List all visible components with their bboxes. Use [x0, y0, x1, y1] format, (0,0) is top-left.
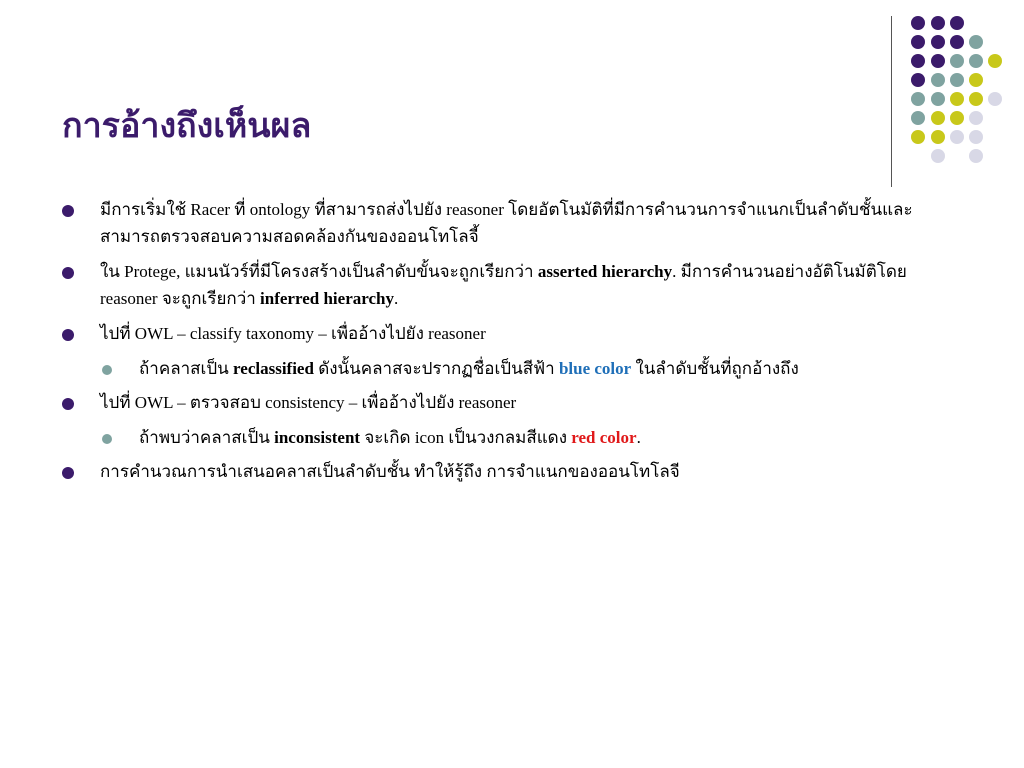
sub-bullet-item [62, 424, 962, 451]
decor-dot [950, 92, 964, 106]
decor-dot [950, 16, 964, 30]
decor-dot [950, 111, 964, 125]
decor-dot [911, 54, 925, 68]
decor-dot [950, 73, 964, 87]
bullet-text: . [393, 289, 399, 308]
bold-term: asserted hierarchy [537, 262, 673, 281]
bullet-icon [62, 467, 74, 479]
decor-dot [950, 130, 964, 144]
bullet-text: ใน Protege, แมนนัวร์ที่มีโครงสร้างเป็นลำดับขั้นจะถูกเรียกว่า [100, 262, 538, 281]
sub-bullet-icon [102, 365, 112, 375]
decor-dot [931, 149, 945, 163]
decor-dot [969, 111, 983, 125]
decor-dot [988, 92, 1002, 106]
bullet-text: ดังนั้นคลาสจะปรากฏชื่อเป็นสีฟ้า [313, 359, 559, 378]
bullet-text: ไปที่ OWL – ตรวจสอบ consistency – เพื่ออ้างไปยัง reasoner [100, 393, 517, 412]
decor-dot [931, 16, 945, 30]
bullet-item [62, 196, 962, 250]
bold-term: inferred hierarchy [260, 289, 394, 308]
decor-dot [950, 35, 964, 49]
sub-bullet-item [62, 355, 962, 382]
decor-dot [988, 54, 1002, 68]
decor-dot [911, 92, 925, 106]
decor-dot [969, 92, 983, 106]
bullet-text: ไปที่ OWL – classify taxonomy – เพื่ออ้างไปยัง reasoner [100, 324, 486, 343]
decor-dot [911, 16, 925, 30]
bullet-item [62, 458, 962, 485]
bold-term: inconsistent [274, 428, 361, 447]
decor-dot [931, 54, 945, 68]
decor-dot [950, 54, 964, 68]
slide-title: การอ้างถึงเห็นผล [62, 108, 312, 145]
bold-term: reclassified [233, 359, 314, 378]
bullet-text: การคำนวณการนำเสนอคลาสเป็นลำดับชั้น ทำให้รู้ถึง การจำแนกของออนโทโลจี [100, 462, 680, 481]
decor-dot [969, 73, 983, 87]
bullet-text: ถ้าคลาสเป็น [139, 359, 234, 378]
blue-color-label: blue color [558, 359, 632, 378]
bullet-icon [62, 398, 74, 410]
decor-dot [931, 73, 945, 87]
sub-bullet-icon [102, 434, 112, 444]
bullet-text: ถ้าพบว่าคลาสเป็น [139, 428, 275, 447]
bullet-item [62, 320, 962, 347]
decor-dot [911, 73, 925, 87]
bullet-text: . [636, 428, 641, 447]
decor-dot [969, 149, 983, 163]
decor-dot [911, 130, 925, 144]
bullet-icon [62, 267, 74, 279]
slide-content [62, 196, 962, 493]
bullet-text: จะเกิด icon เป็นวงกลมสีแดง [360, 428, 572, 447]
decor-dot [969, 54, 983, 68]
decor-dot [969, 130, 983, 144]
bullet-item [62, 258, 962, 312]
decor-dot [969, 35, 983, 49]
decorative-divider [891, 16, 892, 187]
decor-dot [911, 111, 925, 125]
bullet-text: . มีการคำนวนอย่างอัติโนมัติโดย reasoner จะถูกเรียกว่า [100, 262, 907, 308]
red-color-label: red color [571, 428, 637, 447]
bullet-text: มีการเริ่มใช้ Racer ที่ ontology ที่สามารถส่งไปยัง reasoner โดยอัตโนมัติที่มีการคำนวนการจำแนกเป็นลำดับชั้นและสามารถตรวจสอบความสอดคล้องกันของออนโทโลจี้ [100, 200, 913, 246]
decor-dot [931, 111, 945, 125]
bullet-text: ในลำดับชั้นที่ถูกอ้างถึง [631, 359, 799, 378]
decor-dot [931, 130, 945, 144]
bullet-item [62, 389, 962, 416]
decor-dot [931, 92, 945, 106]
decor-dot [911, 35, 925, 49]
bullet-icon [62, 205, 74, 217]
decor-dot [931, 35, 945, 49]
bullet-icon [62, 329, 74, 341]
